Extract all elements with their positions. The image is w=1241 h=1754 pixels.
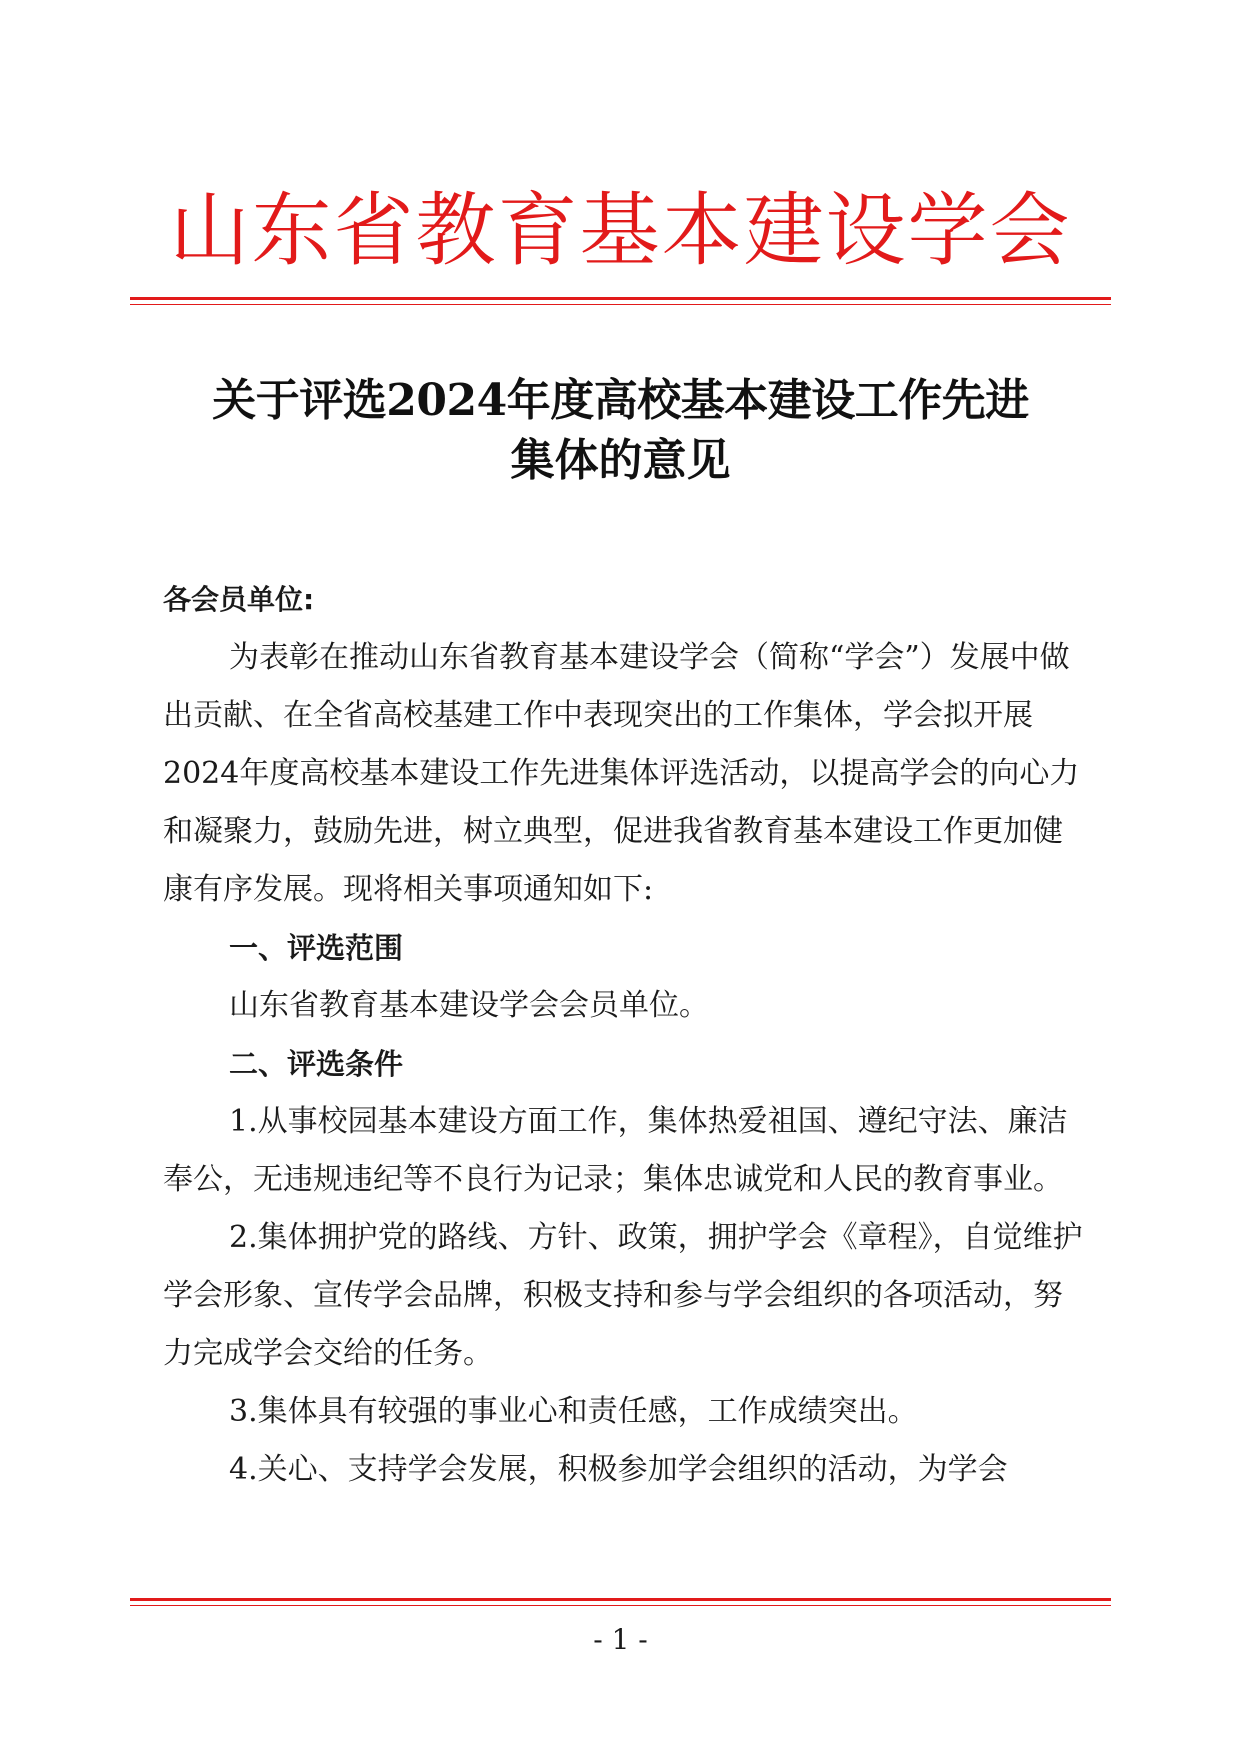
header-divider [130, 297, 1111, 305]
page-number: - 1 - [593, 1623, 648, 1656]
document-body [163, 571, 1083, 1499]
section-heading-scope: 一、评选范围 [229, 931, 404, 965]
document-title [130, 371, 1111, 491]
footer-divider [130, 1598, 1111, 1606]
condition-item-2: 2.集体拥护党的路线、方针、政策，拥护学会《章程》，自觉维护学会形象、宣传学会品牌，积极支持和参与学会组织的各项活动，努力完成学会交给的任务。 [163, 1220, 1083, 1371]
document-title-line-1: 关于评选2024年度高校基本建设工作先进 [212, 375, 1029, 426]
condition-item-4: 4.关心、支持学会发展，积极参加学会组织的活动，为学会 [229, 1452, 1008, 1487]
intro-paragraph: 为表彰在推动山东省教育基本建设学会（简称“学会”）发展中做出贡献、在全省高校基建工作中表现突出的工作集体，学会拟开展 2024年度高校基本建设工作先进集体评选活动，以提高学会的向心力和凝聚力，鼓励先进，树立典型，促进我省教育基本建设工作更加健康有序发展。现将相关事项通知如下: [163, 640, 1080, 907]
section-heading-conditions: 二、评选条件 [229, 1047, 404, 1081]
condition-item-1: 1.从事校园基本建设方面工作，集体热爱祖国、遵纪守法、廉洁奉公，无违规违纪等不良行为记录；集体忠诚党和人民的教育事业。 [163, 1104, 1068, 1197]
section-text-scope: 山东省教育基本建设学会会员单位。 [229, 988, 709, 1023]
organization-name-header: 山东省教育基本建设学会 [169, 184, 1072, 277]
salutation: 各会员单位: [163, 583, 315, 616]
document-title-line-2: 集体的意见 [510, 435, 731, 486]
condition-item-3: 3.集体具有较强的事业心和责任感，工作成绩突出。 [229, 1394, 918, 1429]
